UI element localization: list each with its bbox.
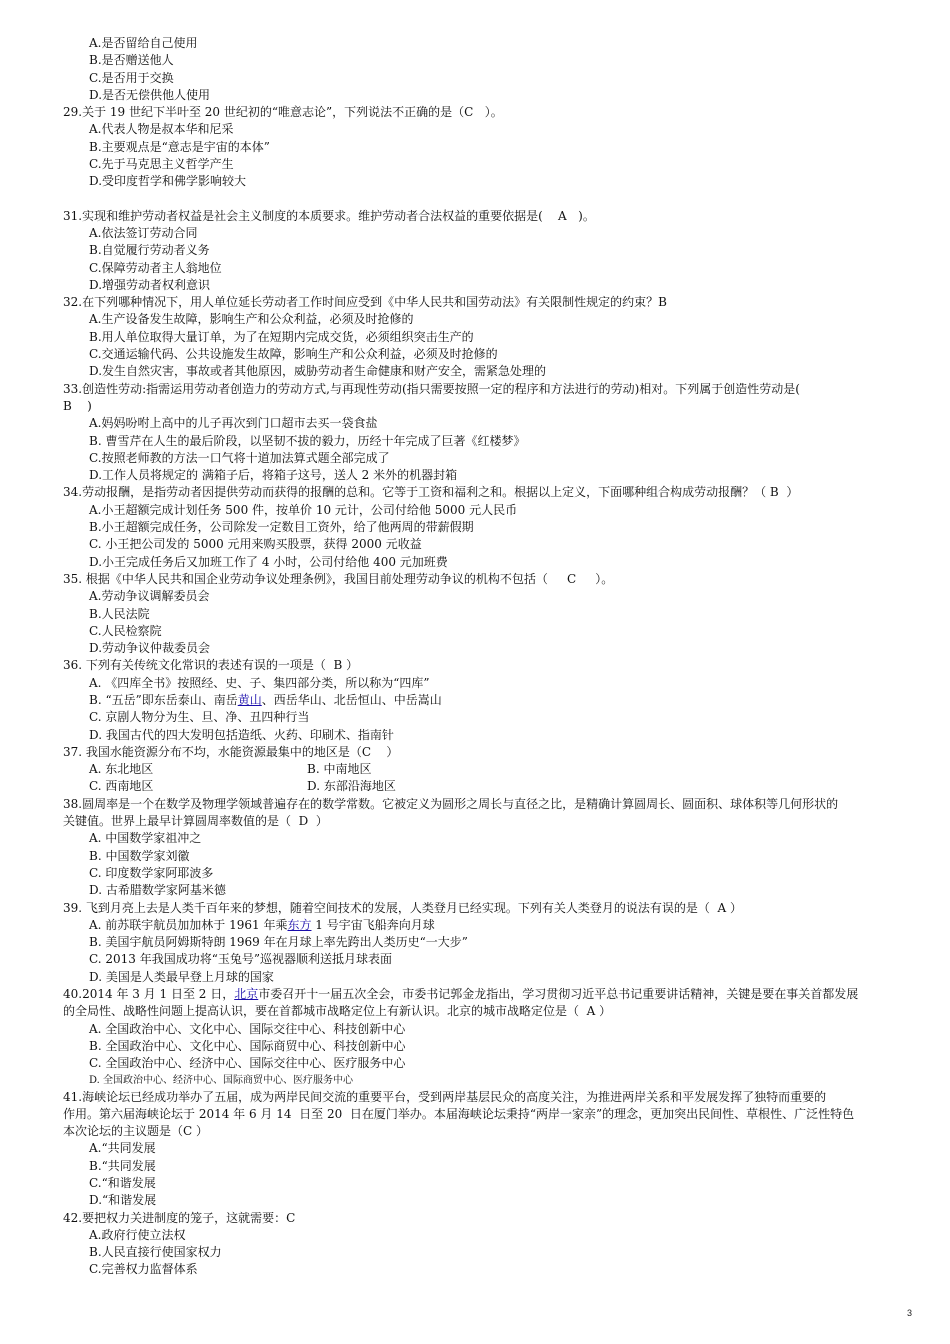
option: B.“共同发展: [89, 1158, 156, 1173]
option-row: [63, 778, 923, 795]
stem-text: 市委召开十一届五次全会，市委书记郭金龙指出，学习贯彻习近平总书记重要讲话精神，关键是要在事关首都发展: [258, 987, 859, 1002]
blank-line: [63, 191, 923, 208]
option: C. 全国政治中心、经济中心、国际交往中心、医疗服务中心: [89, 1056, 406, 1071]
question-stem: 31.实现和维护劳动者权益是社会主义制度的本质要求。维护劳动者合法权益的重要依据是( A )。: [63, 208, 595, 223]
option: D.增强劳动者权利意识: [89, 277, 211, 292]
question-stem: 42.要把权力关进制度的笼子，这就需要：C: [63, 1210, 296, 1225]
question-29: [63, 104, 923, 190]
option: C.按照老师教的方法一口气将十道加法算式题全部完成了: [89, 450, 390, 465]
option: D. 古希腊数学家阿基米德: [89, 883, 226, 898]
option: D.小王完成任务后又加班工作了 4 小时，公司付给他 400 元加班费: [89, 554, 448, 569]
option: D. 东部沿海地区: [307, 779, 396, 794]
question-stem-continued: B ): [63, 398, 92, 413]
option: B.是否赠送他人: [89, 53, 174, 68]
stem-text: 40.2014 年 3 月 1 日至 2 日，: [63, 987, 235, 1002]
option: D.劳动争议仲裁委员会: [89, 641, 211, 656]
question-33: [63, 381, 923, 485]
option: A.小王超额完成计划任务 500 件，按单价 10 元计，公司付给他 5000 元人民币: [89, 502, 518, 517]
option-with-link: [63, 692, 923, 709]
question-stem: 29.关于 19 世纪下半叶至 20 世纪初的“唯意志论”，下列说法不正确的是（C ）。: [63, 105, 503, 120]
option: D. 美国是人类最早登上月球的国家: [89, 969, 274, 984]
option: A. 全国政治中心、文化中心、国际交往中心、科技创新中心: [89, 1021, 406, 1036]
dongfang-link[interactable]: 东方: [287, 917, 312, 932]
question-list: [63, 35, 923, 1279]
question-stem: [63, 986, 923, 1003]
question-stem: 35. 根据《中华人民共和国企业劳动争议处理条例》，我国目前处理劳动争议的机构不包括（ C ）。: [63, 571, 614, 586]
option: D. 全国政治中心、经济中心、国际商贸中心、医疗服务中心: [89, 1074, 354, 1086]
option: A.劳动争议调解委员会: [89, 589, 210, 604]
question-stem: 41.海峡论坛已经成功举办了五届，成为两岸民间交流的重要平台，受到两岸基层民众的高度关注，为推进两岸关系和平发展发挥了独特而重要的: [63, 1089, 827, 1104]
option: B. 曹雪芹在人生的最后阶段，以坚韧不拔的毅力，历经十年完成了巨著《红楼梦》: [89, 433, 526, 448]
question-35: [63, 571, 923, 657]
option: B.人民法院: [89, 606, 150, 621]
option: A.依法签订劳动合同: [89, 225, 198, 240]
option: C.“和谐发展: [89, 1176, 156, 1190]
question-39: [63, 900, 923, 986]
option: B.人民直接行使国家权力: [89, 1245, 222, 1260]
question-38: [63, 796, 923, 900]
beijing-link[interactable]: 北京: [234, 987, 259, 1002]
question-stem: 38.圆周率是一个在数学及物理学领域普遍存在的数学常数。它被定义为圆形之周长与直径之比，是精确计算圆周长、圆面积、球体积等几何形状的: [63, 796, 839, 811]
huangshan-link[interactable]: 黄山: [237, 692, 262, 707]
option: D.工作人员将规定的 满箱子后，将箱子这号，送人 2 米外的机器封箱: [89, 468, 458, 483]
option: C.完善权力监督体系: [89, 1262, 198, 1277]
question-stem-continued: 的全局性、战略性问题上提高认识，要在首都城市战略定位上有新认识。北京的城市战略定位是（ A ）: [63, 1004, 612, 1019]
question-stem: 33.创造性劳动:指需运用劳动者创造力的劳动方式,与再现性劳动(指只需要按照一定的程序和方法进行的劳动)相对。下列属于创造性劳动是(: [63, 381, 800, 396]
option: C. 西南地区: [89, 779, 154, 794]
question-stem: 32.在下列哪种情况下，用人单位延长劳动者工作时间应受到《中华人民共和国劳动法》有关限制性规定的约束？B: [63, 295, 667, 310]
option: B.小王超额完成任务，公司除发一定数目工资外，给了他两周的带薪假期: [89, 520, 474, 535]
question-42: [63, 1210, 923, 1279]
option: A.代表人物是叔本华和尼采: [89, 122, 234, 137]
option: B. 美国宇航员阿姆斯特朗 1969 年在月球上率先跨出人类历史“一大步”: [89, 935, 468, 950]
option: A.生产设备发生故障，影响生产和公众利益，必须及时抢修的: [89, 312, 414, 327]
question-stem-continued: 作用。第六届海峡论坛于 2014 年 6 月 14 日至 20 日在厦门举办。本届海峡论坛秉持“两岸一家亲”的理念，更加突出民间性、草根性、广泛性特色: [63, 1106, 855, 1121]
option: B.自觉履行劳动者义务: [89, 243, 210, 258]
option: C. 印度数学家阿耶波多: [89, 865, 214, 880]
option-with-link: [63, 917, 923, 934]
option-text: 1 号宇宙飞船奔向月球: [311, 917, 435, 932]
question-stem-continued: 本次论坛的主议题是（C ）: [63, 1124, 208, 1139]
option: C.人民检察院: [89, 623, 162, 638]
option-row: [63, 761, 923, 778]
option: C. 小王把公司发的 5000 元用来购买股票，获得 2000 元收益: [89, 537, 422, 552]
option: B. 中南地区: [307, 762, 372, 777]
option: A. 《四库全书》按照经、史、子、集四部分类，所以称为“四库”: [89, 675, 430, 690]
question-stem: 39. 飞到月亮上去是人类千百年来的梦想，随着空间技术的发展，人类登月已经实现。下列有关人类登月的说法有误的是（ A ）: [63, 900, 743, 915]
question-stem: 34.劳动报酬，是指劳动者因提供劳动而获得的报酬的总和。它等于工资和福利之和。根据以上定义，下面哪种组合构成劳动报酬？（ B ）: [63, 485, 799, 500]
option: A. 东北地区: [89, 762, 154, 777]
question-31: [63, 208, 923, 294]
option: C.交通运输代码、公共设施发生故障，影响生产和公众利益，必须及时抢修的: [89, 347, 498, 362]
question-stem: 36. 下列有关传统文化常识的表述有误的一项是（ B ）: [63, 658, 359, 673]
question-34: [63, 484, 923, 570]
option: A. 中国数学家祖冲之: [89, 831, 202, 846]
option-text: A. 前苏联宇航员加加林于 1961 年乘: [89, 917, 288, 932]
option: A.妈妈吩咐上高中的儿子再次到门口超市去买一袋食盐: [89, 416, 378, 431]
option: D.“和谐发展: [89, 1193, 157, 1208]
question-32: [63, 294, 923, 380]
option: D.受印度哲学和佛学影响较大: [89, 174, 247, 189]
page-number: 3: [906, 1307, 912, 1318]
option: D.是否无偿供他人使用: [89, 87, 211, 102]
option: A.是否留给自己使用: [89, 36, 198, 50]
question-37: [63, 744, 923, 796]
question-40: [63, 986, 923, 1088]
question-stem: 37. 我国水能资源分布不均，水能资源最集中的地区是（C ）: [63, 744, 399, 759]
question-stem-continued: 关键值。世界上最早计算圆周率数值的是（ D ）: [63, 814, 328, 829]
question-41: [63, 1089, 923, 1210]
option: D.发生自然灾害，事故或者其他原因，威胁劳动者生命健康和财产安全，需紧急处理的: [89, 364, 547, 379]
option: A.“共同发展: [89, 1141, 156, 1156]
option: C.保障劳动者主人翁地位: [89, 260, 222, 275]
option: A.政府行使立法权: [89, 1227, 186, 1242]
option: C. 京剧人物分为生、旦、净、丑四种行当: [89, 710, 310, 725]
question-28-options: [63, 35, 923, 104]
option: C.先于马克思主义哲学产生: [89, 157, 234, 172]
option: B. 中国数学家刘徽: [89, 848, 190, 863]
option-text: 、西岳华山、北岳恒山、中岳嵩山: [261, 692, 442, 707]
option: D. 我国古代的四大发明包括造纸、火药、印刷术、指南针: [89, 727, 394, 742]
question-36: [63, 657, 923, 743]
option: B.主要观点是“意志是宇宙的本体”: [89, 139, 270, 154]
option: B. 全国政治中心、文化中心、国际商贸中心、科技创新中心: [89, 1038, 406, 1053]
option: C.是否用于交换: [89, 70, 174, 85]
option-text: B. “五岳”即东岳泰山、南岳: [89, 692, 238, 707]
option: B.用人单位取得大量订单，为了在短期内完成交货，必须组织突击生产的: [89, 329, 474, 344]
option: C. 2013 年我国成功将“玉兔号”巡视器顺利送抵月球表面: [89, 952, 393, 967]
